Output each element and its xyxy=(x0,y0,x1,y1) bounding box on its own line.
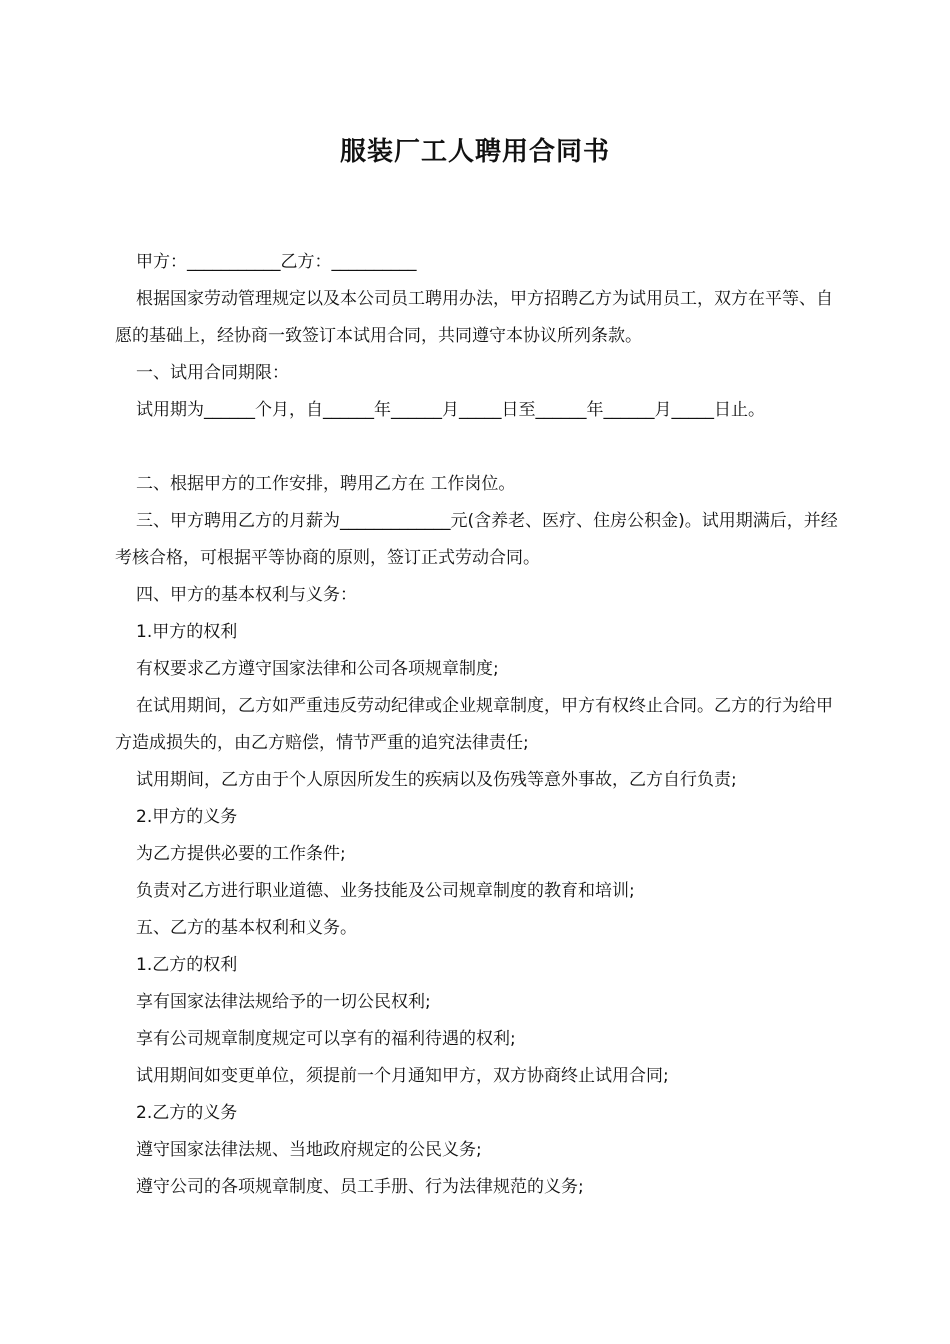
party-b-right-item: 享有国家法律法规给予的一切公民权利; xyxy=(136,992,431,1012)
party-a-rights-heading: 1.甲方的权利 xyxy=(136,622,238,642)
party-b-right-item: 享有公司规章制度规定可以享有的福利待遇的权利; xyxy=(136,1029,516,1049)
party-b-duty-item: 遵守国家法律法规、当地政府规定的公民义务; xyxy=(136,1140,482,1160)
party-b-duty-item: 遵守公司的各项规章制度、员工手册、行为法律规范的义务; xyxy=(136,1177,584,1197)
party-a-duties-heading: 2.甲方的义务 xyxy=(136,807,238,827)
party-b-rights-heading: 1.乙方的权利 xyxy=(136,955,238,975)
party-b-duties-heading: 2.乙方的义务 xyxy=(136,1103,238,1123)
parties-line: 甲方：___________乙方：__________ xyxy=(136,252,417,272)
section-3-paragraph: 三、甲方聘用乙方的月薪为_____________元(含养老、医疗、住房公积金)。试用期满后，并经考核合格，可根据平等协商的原则，签订正式劳动合同。 xyxy=(115,511,838,568)
document-title: 服装厂工人聘用合同书 xyxy=(339,137,610,167)
blank-line xyxy=(115,429,845,466)
probation-period-line: 试用期为______个月，自______年______月_____日至______年______月_____日止。 xyxy=(136,400,765,420)
section-2-paragraph: 二、根据甲方的工作安排，聘用乙方在 工作岗位。 xyxy=(136,474,516,494)
party-a-right-item: 有权要求乙方遵守国家法律和公司各项规章制度; xyxy=(136,659,499,679)
party-a-right-item: 在试用期间，乙方如严重违反劳动纪律或企业规章制度，甲方有权终止合同。乙方的行为给甲方造成损失的，由乙方赔偿，情节严重的追究法律责任; xyxy=(115,696,833,753)
section-4-heading: 四、甲方的基本权利与义务： xyxy=(136,585,357,605)
party-a-duty-item: 为乙方提供必要的工作条件; xyxy=(136,844,346,864)
section-1-heading: 一、试用合同期限： xyxy=(136,363,289,383)
party-b-right-item: 试用期间如变更单位，须提前一个月通知甲方，双方协商终止试用合同; xyxy=(136,1066,669,1086)
party-a-duty-item: 负责对乙方进行职业道德、业务技能及公司规章制度的教育和培训; xyxy=(136,881,635,901)
preamble-paragraph: 根据国家劳动管理规定以及本公司员工聘用办法，甲方招聘乙方为试用员工，双方在平等、自愿的基础上，经协商一致签订本试用合同，共同遵守本协议所列条款。 xyxy=(115,289,833,346)
document-body xyxy=(115,244,845,1206)
section-5-heading: 五、乙方的基本权利和义务。 xyxy=(136,918,357,938)
party-a-right-item: 试用期间，乙方由于个人原因所发生的疾病以及伤残等意外事故，乙方自行负责; xyxy=(136,770,737,790)
